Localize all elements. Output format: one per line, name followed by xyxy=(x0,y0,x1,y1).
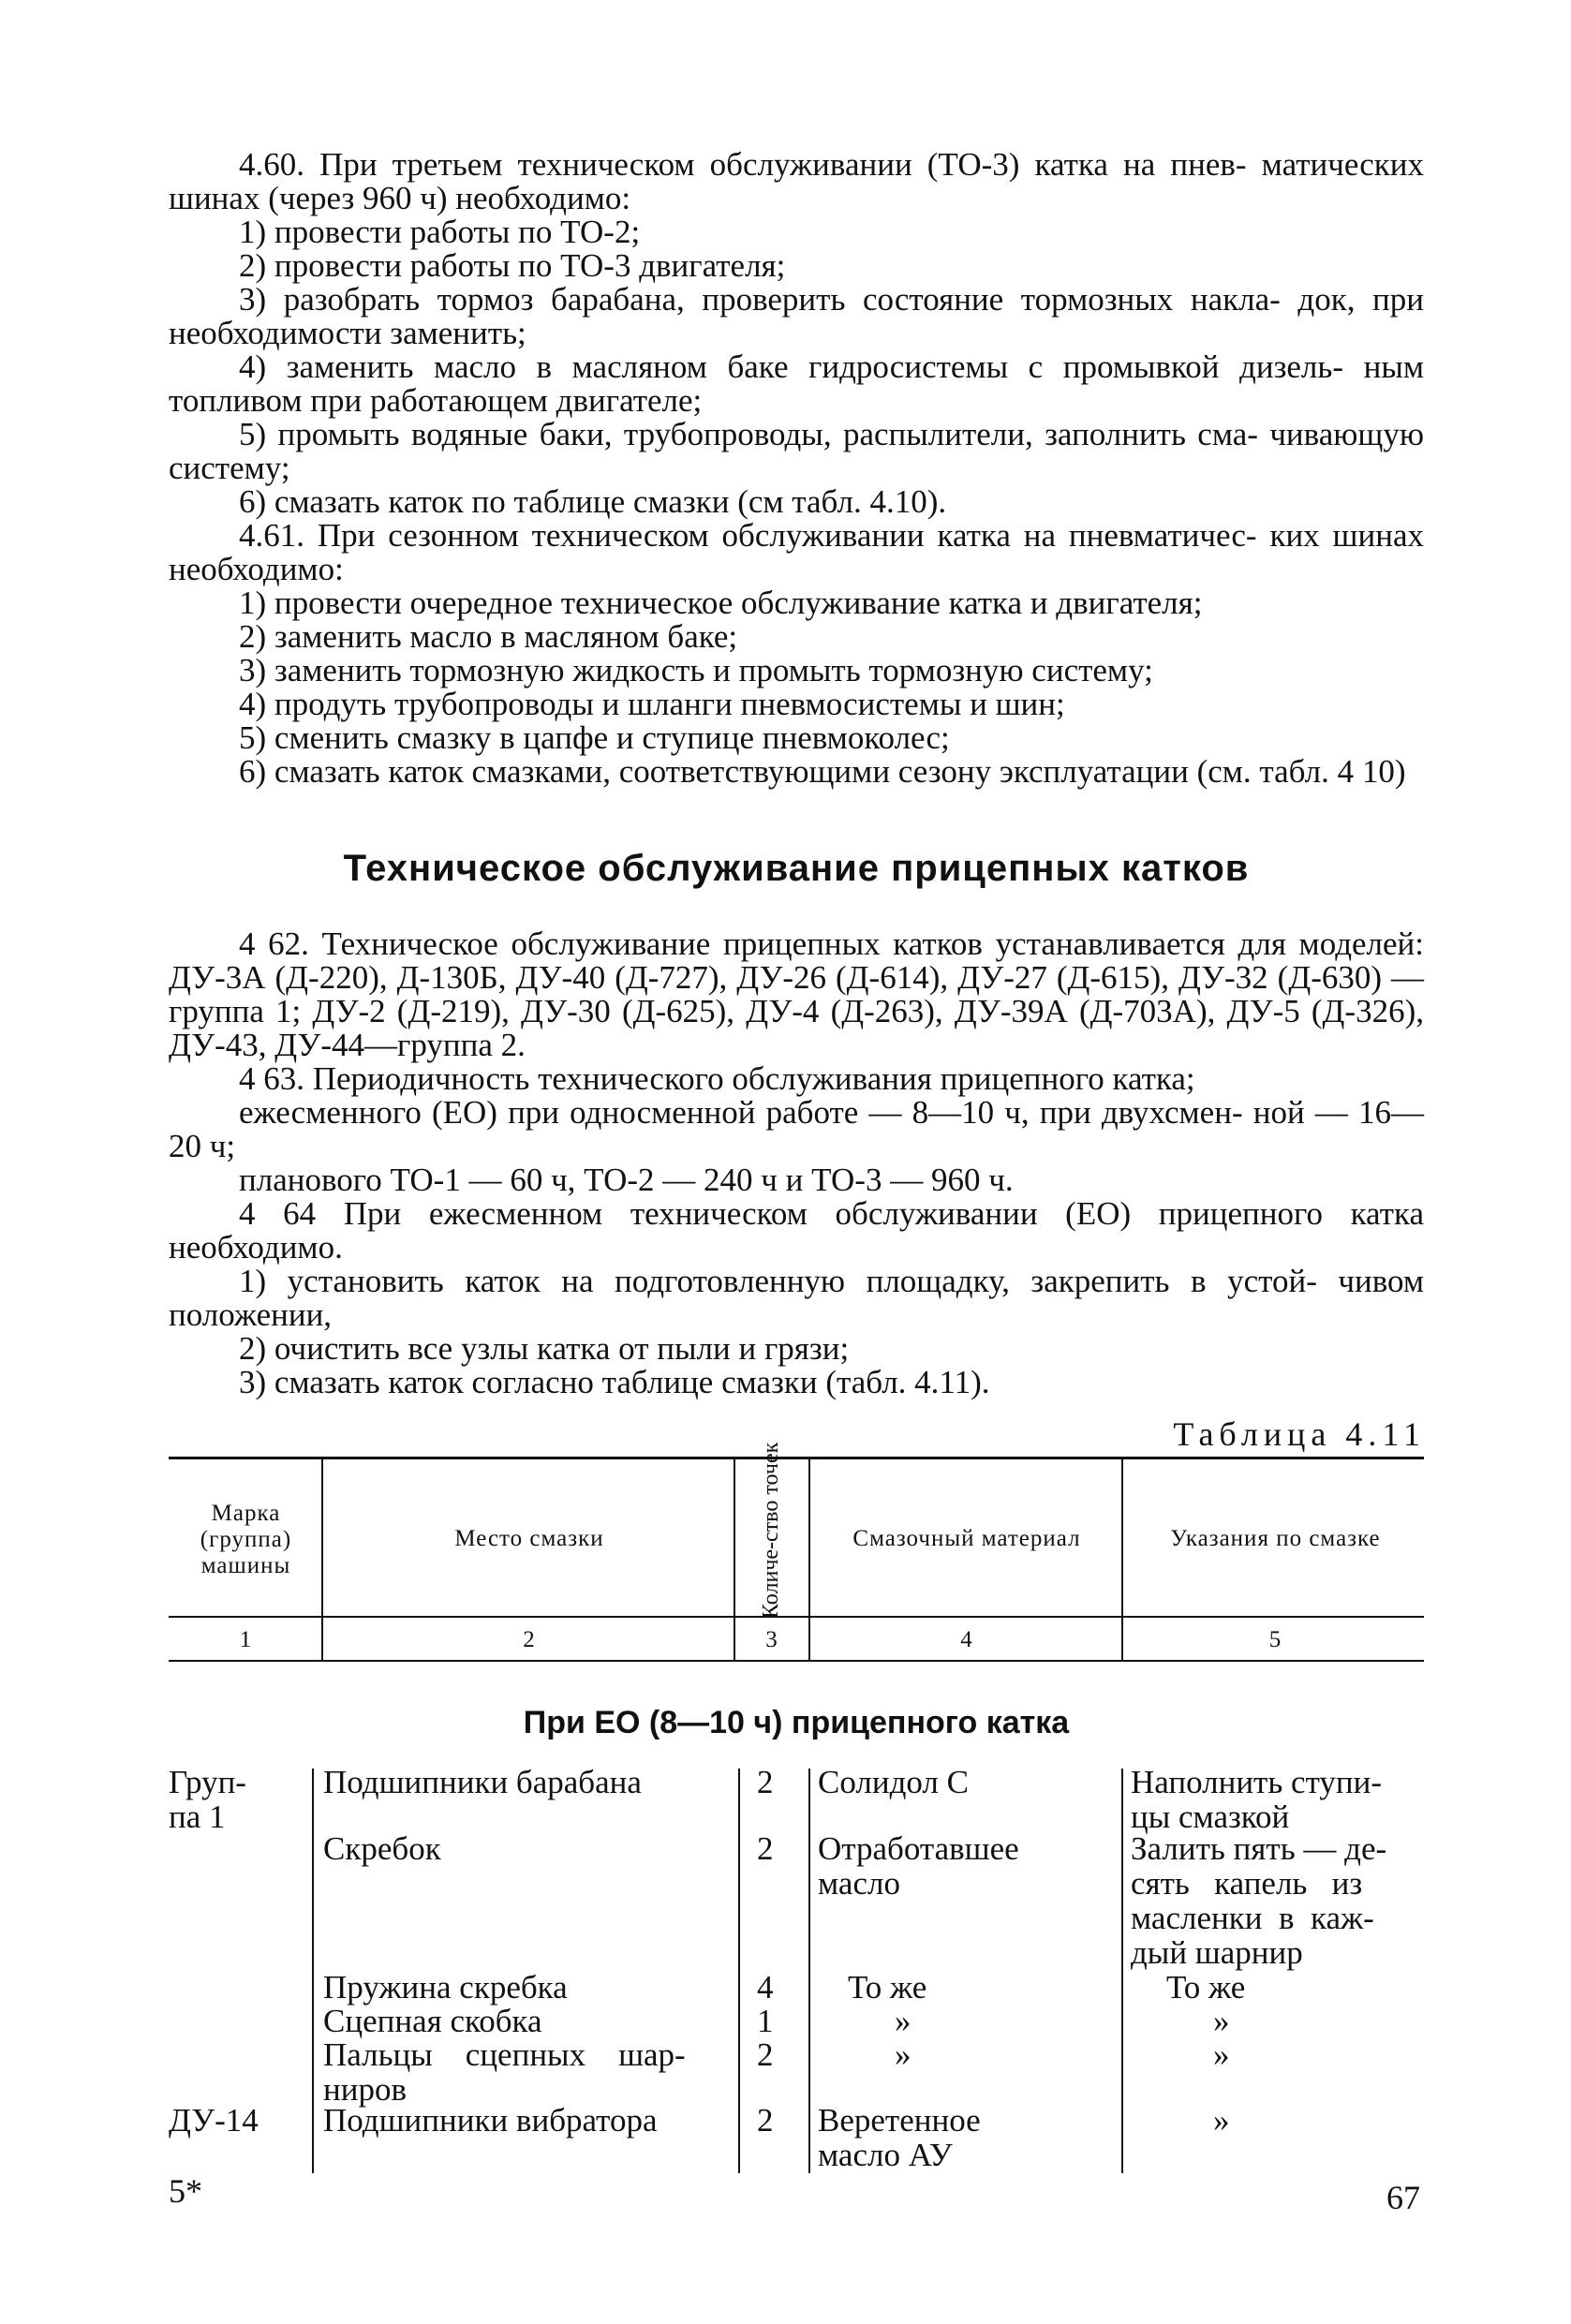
item-6b: 6) смазать каток смазками, соответствующими сезону эксплуатации (см. табл. 4 10) xyxy=(239,753,1406,790)
header-brand: Марка (группа) машины xyxy=(200,1501,292,1578)
row3-material: То же xyxy=(848,1969,927,2006)
item-1c: 1) установить каток на подготовленную площадку, закрепить в устой- чивом положении, xyxy=(169,1263,1424,1333)
row3-place: Пружина скребка xyxy=(323,1969,568,2006)
text-block-1 xyxy=(169,148,1424,789)
row6-group: ДУ-14 xyxy=(169,2102,259,2139)
table-header-rule xyxy=(169,1616,1424,1618)
header-divider xyxy=(321,1459,323,1660)
row1-place: Подшипники барабана xyxy=(323,1764,642,1800)
table-top-rule xyxy=(169,1457,1424,1459)
para-461: 4.61. При сезонном техническом обслуживании катка на пневматичес- ких шинах необходимо: xyxy=(169,517,1424,587)
body-divider xyxy=(312,1769,314,2173)
col-num-5: 5 xyxy=(1268,1627,1282,1652)
item-5: 5) промыть водяные баки, трубопроводы, распылители, заполнить сма- чивающую систему; xyxy=(169,416,1425,486)
row1-group: Груп- па 1 xyxy=(169,1764,246,1835)
item-3b: 3) заменить тормозную жидкость и промыть тормозную систему; xyxy=(239,652,1153,688)
text-block-2 xyxy=(169,927,1424,1399)
row4-material: » xyxy=(895,2003,911,2039)
row3-count: 4 xyxy=(757,1969,774,2006)
table-num-rule xyxy=(169,1660,1424,1662)
col-num-4: 4 xyxy=(960,1627,973,1652)
header-notes: Указания по смазке xyxy=(1170,1526,1381,1551)
header-count: Количе-ство точек xyxy=(759,1442,783,1619)
header-material: Смазочный материал xyxy=(852,1526,1081,1551)
row1-material: Солидол С xyxy=(818,1764,969,1800)
col-num-3: 3 xyxy=(765,1627,778,1652)
row5-place: Пальцы сцепных шар- ниров xyxy=(323,2036,686,2108)
table-subheading: При ЕО (8—10 ч) прицепного катка xyxy=(523,1705,1070,1740)
row6-material: Веретенное масло АУ xyxy=(818,2102,981,2173)
item-3c: 3) смазать каток согласно таблице смазки (табл. 4.11). xyxy=(239,1364,990,1400)
item-4: 4) заменить масло в масляном баке гидросистемы с промывкой дизель- ным топливом при работающем двигателе; xyxy=(169,348,1424,419)
row6-notes: » xyxy=(1213,2102,1230,2139)
header-divider xyxy=(808,1459,810,1660)
item-4b: 4) продуть трубопроводы и шланги пневмосистемы и шин; xyxy=(239,686,1065,722)
item-3: 3) разобрать тормоз барабана, проверить состояние тормозных накла- док, при необходимости заменить; xyxy=(169,281,1425,351)
header-divider xyxy=(1121,1459,1123,1660)
row6-place: Подшипники вибратора xyxy=(323,2102,658,2139)
row4-count: 1 xyxy=(757,2003,774,2039)
row2-notes: Залить пять — де- сять капель из масленки в каж- дый шарнир xyxy=(1131,1830,1387,1971)
para-463: 4 63. Периодичность технического обслуживания прицепного катка; xyxy=(239,1060,1195,1097)
para-464: 4 64 При ежесменном техническом обслуживании (ЕО) прицепного катка необходимо. xyxy=(169,1195,1424,1266)
section-heading: Техническое обслуживание прицепных катков xyxy=(343,848,1250,889)
item-5b: 5) сменить смазку в цапфе и ступице пневмоколес; xyxy=(239,719,950,756)
body-divider xyxy=(1121,1769,1123,2173)
row5-count: 2 xyxy=(757,2036,774,2073)
item-2: 2) провести работы по ТО-3 двигателя; xyxy=(239,247,786,284)
item-1: 1) провести работы по ТО-2; xyxy=(239,214,641,250)
para-460: 4.60. При третьем техническом обслуживании (ТО-3) катка на пнев- матических шинах (через 960 ч) необходимо: xyxy=(169,146,1424,216)
signature-mark: 5* xyxy=(169,2172,202,2210)
table-caption: Таблица 4.11 xyxy=(1173,1415,1426,1453)
para-463-to: планового ТО-1 — 60 ч, ТО-2 — 240 ч и ТО-3 — 960 ч. xyxy=(239,1162,1014,1198)
row2-material: Отработавшее масло xyxy=(818,1830,1019,1902)
row5-notes: » xyxy=(1213,2036,1230,2073)
item-2b: 2) заменить масло в масляном баке; xyxy=(239,618,738,655)
page-number: 67 xyxy=(1386,2179,1420,2216)
item-1b: 1) провести очередное техническое обслуживание катка и двигателя; xyxy=(239,585,1203,621)
row6-count: 2 xyxy=(757,2102,774,2139)
item-2c: 2) очистить все узлы катка от пыли и грязи; xyxy=(239,1330,850,1367)
para-462: 4 62. Техническое обслуживание прицепных катков устанавливается для моделей: ДУ-3А (Д-220), Д-130Б, ДУ-40 (Д-727), ДУ-26 (Д-614), ДУ-27 (Д-615), ДУ-32 (Д-630) — группа 1; ДУ-2 (Д-219), ДУ-30 (Д-625), ДУ-4 (Д-263), ДУ-39А (Д-703А), ДУ-5 (Д-326), ДУ-43, ДУ-44—группа 2. xyxy=(169,925,1425,1063)
row4-notes: » xyxy=(1213,2003,1230,2039)
body-divider xyxy=(738,1769,740,2173)
item-6: 6) смазать каток по таблице смазки (см табл. 4.10). xyxy=(239,483,947,520)
row3-notes: То же xyxy=(1166,1969,1246,2006)
col-num-1: 1 xyxy=(239,1627,253,1652)
header-place: Место смазки xyxy=(454,1526,604,1551)
col-num-2: 2 xyxy=(523,1627,536,1652)
para-463-eo: ежесменного (ЕО) при односменной работе — 8—10 ч, при двухсмен- ной — 16—20 ч; xyxy=(169,1094,1425,1164)
row2-count: 2 xyxy=(757,1830,774,1867)
row5-material: » xyxy=(895,2036,911,2073)
row1-notes: Наполнить ступи- цы смазкой xyxy=(1131,1764,1383,1835)
body-divider xyxy=(808,1769,810,2173)
row1-count: 2 xyxy=(757,1764,774,1800)
row4-place: Сцепная скобка xyxy=(323,2003,542,2039)
row2-place: Скребок xyxy=(323,1830,441,1867)
